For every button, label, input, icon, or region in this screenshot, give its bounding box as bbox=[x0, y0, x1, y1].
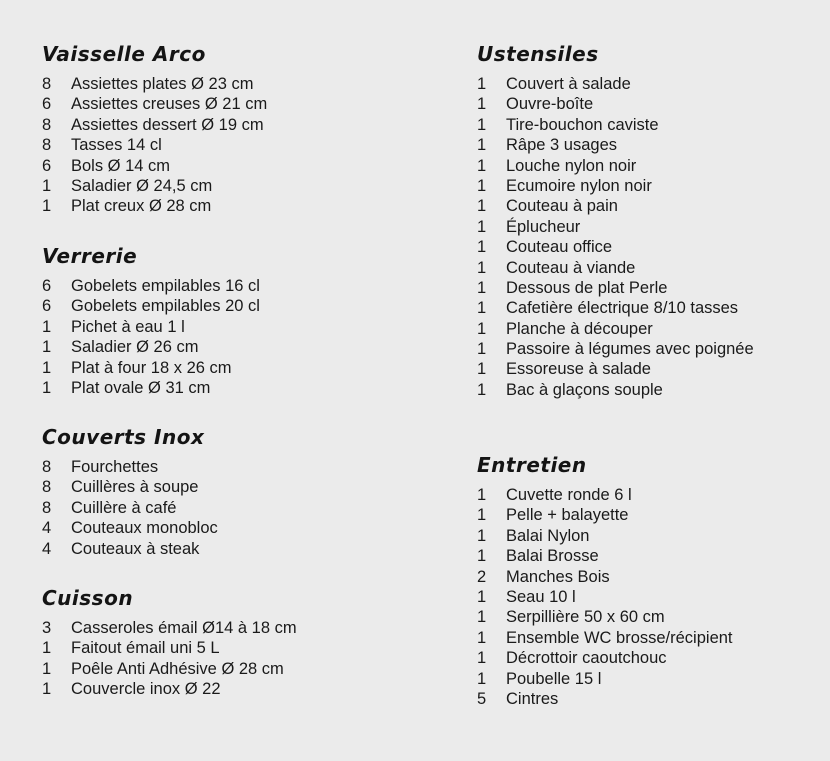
item-quantity: 1 bbox=[477, 526, 487, 545]
list-item bbox=[477, 380, 822, 400]
item-quantity: 1 bbox=[477, 486, 487, 504]
item-label: Saladier Ø 24,5 cm bbox=[71, 176, 213, 195]
item-quantity: 1 bbox=[477, 95, 487, 114]
list-item bbox=[477, 319, 822, 339]
list-item bbox=[477, 567, 822, 587]
item-quantity: 1 bbox=[477, 197, 487, 216]
list-item bbox=[477, 298, 822, 318]
item-list bbox=[477, 74, 822, 400]
item-quantity: 6 bbox=[42, 297, 52, 316]
item-label: Ensemble WC brosse/récipient bbox=[506, 628, 733, 647]
item-quantity: 1 bbox=[477, 319, 487, 338]
list-item bbox=[477, 648, 822, 668]
list-item bbox=[477, 135, 822, 155]
section-title: Vaisselle Arco bbox=[42, 42, 206, 66]
list-item bbox=[42, 74, 442, 94]
item-quantity: 1 bbox=[42, 317, 52, 336]
list-item bbox=[42, 196, 442, 216]
list-item bbox=[477, 196, 822, 216]
list-item bbox=[477, 237, 822, 257]
item-label: Pichet à eau 1 l bbox=[71, 317, 185, 336]
item-quantity: 1 bbox=[477, 587, 487, 606]
item-label: Balai Brosse bbox=[506, 547, 599, 566]
item-quantity: 1 bbox=[477, 360, 487, 379]
list-item bbox=[42, 378, 442, 398]
item-label: Assiettes plates Ø 23 cm bbox=[71, 75, 254, 93]
item-label: Seau 10 l bbox=[506, 587, 576, 606]
item-quantity: 2 bbox=[477, 567, 487, 586]
item-label: Poêle Anti Adhésive Ø 28 cm bbox=[71, 659, 284, 678]
item-label: Couteaux monobloc bbox=[71, 519, 218, 538]
item-list bbox=[477, 485, 822, 709]
item-quantity: 1 bbox=[42, 659, 52, 678]
item-label: Tire-bouchon caviste bbox=[506, 115, 659, 134]
item-quantity: 3 bbox=[42, 619, 52, 637]
item-label: Casseroles émail Ø14 à 18 cm bbox=[71, 619, 297, 637]
item-label: Couteaux à steak bbox=[71, 539, 200, 558]
item-quantity: 1 bbox=[477, 136, 487, 155]
section-ustensiles bbox=[477, 42, 822, 400]
item-list bbox=[42, 74, 442, 217]
section-title: Verrerie bbox=[42, 244, 138, 268]
list-item bbox=[42, 176, 442, 196]
item-quantity: 1 bbox=[42, 378, 52, 397]
list-item bbox=[477, 505, 822, 525]
item-quantity: 6 bbox=[42, 277, 52, 295]
item-quantity: 8 bbox=[42, 136, 52, 155]
list-item bbox=[42, 518, 442, 538]
section-cuisson bbox=[42, 586, 442, 700]
list-item bbox=[477, 485, 822, 505]
item-label: Cuillère à café bbox=[71, 498, 177, 517]
item-label: Faitout émail uni 5 L bbox=[71, 639, 220, 658]
item-quantity: 1 bbox=[477, 75, 487, 93]
list-item bbox=[42, 498, 442, 518]
item-label: Cuvette ronde 6 l bbox=[506, 486, 632, 504]
list-item bbox=[477, 156, 822, 176]
item-quantity: 1 bbox=[477, 547, 487, 566]
item-quantity: 8 bbox=[42, 458, 52, 476]
item-quantity: 1 bbox=[477, 176, 487, 195]
item-label: Louche nylon noir bbox=[506, 156, 637, 175]
item-quantity: 5 bbox=[477, 689, 487, 708]
item-quantity: 1 bbox=[42, 176, 52, 195]
item-list bbox=[42, 618, 442, 700]
list-item bbox=[477, 176, 822, 196]
item-quantity: 1 bbox=[477, 278, 487, 297]
item-quantity: 1 bbox=[477, 380, 487, 399]
item-label: Plat ovale Ø 31 cm bbox=[71, 378, 211, 397]
list-item bbox=[477, 587, 822, 607]
list-item bbox=[477, 94, 822, 114]
item-quantity: 1 bbox=[477, 669, 487, 688]
item-label: Fourchettes bbox=[71, 458, 159, 476]
item-label: Poubelle 15 l bbox=[506, 669, 602, 688]
item-quantity: 1 bbox=[477, 649, 487, 668]
item-label: Couvercle inox Ø 22 bbox=[71, 680, 221, 699]
item-quantity: 8 bbox=[42, 75, 52, 93]
section-title: Couverts Inox bbox=[42, 425, 205, 449]
item-quantity: 4 bbox=[42, 519, 52, 538]
item-quantity: 1 bbox=[42, 639, 52, 658]
item-quantity: 1 bbox=[477, 238, 487, 257]
list-item bbox=[477, 339, 822, 359]
list-item bbox=[477, 115, 822, 135]
item-label: Gobelets empilables 16 cl bbox=[71, 277, 260, 295]
item-quantity: 1 bbox=[477, 299, 487, 318]
item-label: Plat creux Ø 28 cm bbox=[71, 197, 212, 216]
list-item bbox=[42, 317, 442, 337]
item-label: Tasses 14 cl bbox=[71, 136, 162, 155]
item-label: Couteau à pain bbox=[506, 197, 618, 216]
item-quantity: 8 bbox=[42, 498, 52, 517]
item-label: Assiettes dessert Ø 19 cm bbox=[71, 115, 264, 134]
item-quantity: 6 bbox=[42, 156, 52, 175]
item-label: Planche à découper bbox=[506, 319, 653, 338]
list-item bbox=[42, 115, 442, 135]
item-quantity: 1 bbox=[477, 156, 487, 175]
item-label: Balai Nylon bbox=[506, 526, 590, 545]
section-title: Entretien bbox=[477, 453, 587, 477]
item-label: Râpe 3 usages bbox=[506, 136, 617, 155]
item-label: Plat à four 18 x 26 cm bbox=[71, 358, 232, 377]
item-quantity: 6 bbox=[42, 95, 52, 114]
item-label: Couvert à salade bbox=[506, 75, 631, 93]
list-item bbox=[42, 638, 442, 658]
list-item bbox=[477, 258, 822, 278]
item-quantity: 1 bbox=[42, 680, 52, 699]
item-label: Couteau à viande bbox=[506, 258, 636, 277]
item-label: Essoreuse à salade bbox=[506, 360, 651, 379]
item-label: Ecumoire nylon noir bbox=[506, 176, 652, 195]
item-label: Manches Bois bbox=[506, 567, 610, 586]
item-quantity: 1 bbox=[42, 358, 52, 377]
item-label: Cuillères à soupe bbox=[71, 478, 199, 497]
list-item bbox=[42, 358, 442, 378]
list-item bbox=[42, 618, 442, 638]
item-label: Cafetière électrique 8/10 tasses bbox=[506, 299, 739, 318]
item-quantity: 1 bbox=[477, 506, 487, 525]
item-quantity: 8 bbox=[42, 478, 52, 497]
list-item bbox=[42, 94, 442, 114]
list-item bbox=[42, 135, 442, 155]
section-entretien bbox=[477, 453, 822, 709]
list-item bbox=[477, 74, 822, 94]
list-item bbox=[42, 679, 442, 699]
item-quantity: 1 bbox=[477, 115, 487, 134]
item-quantity: 1 bbox=[42, 338, 52, 357]
list-item bbox=[42, 539, 442, 559]
list-item bbox=[477, 689, 822, 709]
item-list bbox=[42, 276, 442, 398]
list-item bbox=[477, 359, 822, 379]
item-list bbox=[42, 457, 442, 559]
item-label: Ouvre-boîte bbox=[506, 95, 594, 114]
item-label: Serpillière 50 x 60 cm bbox=[506, 608, 665, 627]
item-label: Couteau office bbox=[506, 238, 613, 257]
item-label: Saladier Ø 26 cm bbox=[71, 338, 199, 357]
list-item bbox=[477, 526, 822, 546]
list-item bbox=[477, 669, 822, 689]
list-item bbox=[42, 659, 442, 679]
list-item bbox=[42, 156, 442, 176]
list-item bbox=[42, 276, 442, 296]
item-label: Pelle + balayette bbox=[506, 506, 629, 525]
section-couverts-inox bbox=[42, 425, 442, 559]
section-title: Ustensiles bbox=[477, 42, 599, 66]
section-title: Cuisson bbox=[42, 586, 134, 610]
item-quantity: 4 bbox=[42, 539, 52, 558]
list-item bbox=[42, 477, 442, 497]
list-item bbox=[477, 278, 822, 298]
list-item bbox=[42, 457, 442, 477]
item-quantity: 1 bbox=[42, 197, 52, 216]
item-quantity: 1 bbox=[477, 340, 487, 359]
item-label: Dessous de plat Perle bbox=[506, 278, 668, 297]
item-quantity: 1 bbox=[477, 608, 487, 627]
item-label: Bac à glaçons souple bbox=[506, 380, 663, 399]
item-label: Assiettes creuses Ø 21 cm bbox=[71, 95, 268, 114]
item-quantity: 8 bbox=[42, 115, 52, 134]
list-item bbox=[477, 217, 822, 237]
list-item bbox=[42, 337, 442, 357]
section-verrerie bbox=[42, 244, 442, 398]
item-label: Gobelets empilables 20 cl bbox=[71, 297, 260, 316]
item-quantity: 1 bbox=[477, 628, 487, 647]
list-item bbox=[477, 628, 822, 648]
item-quantity: 1 bbox=[477, 217, 487, 236]
item-label: Passoire à légumes avec poignée bbox=[506, 340, 754, 359]
item-label: Bols Ø 14 cm bbox=[71, 156, 171, 175]
list-item bbox=[42, 296, 442, 316]
item-label: Décrottoir caoutchouc bbox=[506, 649, 667, 668]
section-vaisselle-arco bbox=[42, 42, 442, 217]
item-label: Éplucheur bbox=[506, 217, 581, 236]
list-item bbox=[477, 546, 822, 566]
list-item bbox=[477, 607, 822, 627]
item-label: Cintres bbox=[506, 689, 559, 708]
item-quantity: 1 bbox=[477, 258, 487, 277]
